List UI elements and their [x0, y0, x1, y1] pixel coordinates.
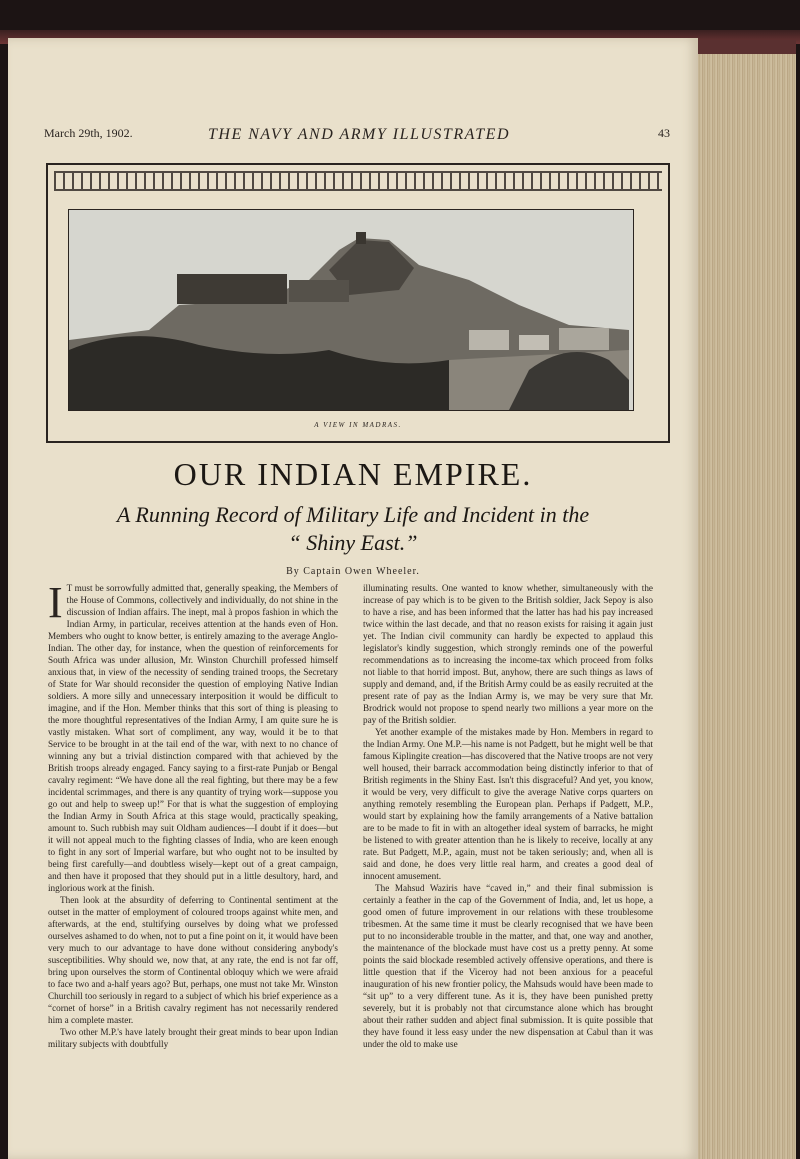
paragraph: Then look at the absurdity of deferring to Continental sentiment at the outset in the matter of employment of coloured troops against white men, and afterwards, at the end, stultifying ourselves by doing what we professed ourselves ashamed to do when, not to put a fine point on it, it would have been very much to our advantage to have done without considering anybody's susceptibilities. Why should we, now that, at any rate, the end is not far off, bring upon ourselves the storm of Continental obloquy which we were afraid to face two and a-half years ago? But, perhaps, one must not take Mr. Winston Churchill too seriously in regard to a subject of which his brief experience as a “cornet of horse” in a British cavalry regiment has not necessarily rendered him a complete master. — [48, 895, 338, 1025]
issue-date: March 29th, 1902. — [44, 126, 133, 140]
publication-title: THE NAVY AND ARMY ILLUSTRATED — [208, 126, 510, 143]
paragraph: Yet another example of the mistakes made by Hon. Members in regard to the Indian Army. One M.P.—his name is not Padgett, but he might well be that famous Kiplingite creation—has discovered that the Native troops are not very well housed, their barrack accommodation being distinctly inferior to that of British regiments in the Shiny East. Isn't this disgraceful? And yet, you know, it would be very, very difficult to give the average Native corps quarters on anything remotely resembling the European plan. Perhaps if Padgett, M.P., would start by explaining how the family arrangements of a Native battalion are to be made to fit in with an altogether ideal system of barracks, he might be listened to with greater attention than he is likely to receive, locally at any rate. But Padgett, M.P., again, must not be taken seriously; and, when all is said and done, he does very little real harm, and creates a good deal of innocent amusement. — [363, 727, 653, 881]
byline: By Captain Owen Wheeler. — [286, 566, 420, 577]
paragraph: Two other M.P.'s have lately brought their great minds to bear upon Indian military subjects with doubtfully — [48, 1027, 338, 1049]
subtitle-line-2: “ Shiny East.” — [288, 530, 418, 555]
paragraph: The Mahsud Waziris have “caved in,” and their final submission is certainly a feather in the cap of the Government of India, and, let us hope, a good omen of future improvement in our relations with these troublesome tribesmen. At the same time it must be clearly recognised that we have been put to no inconsiderable trouble in the matter, and that, one way and another, the maintenance of the blockade must have cost us a pretty penny. At some points the said blockade resembled actively offensive operations, and there is little question that if the Viceroy had not been anxious for a peaceful inauguration of his new frontier policy, the Mahsuds would have been made to “sit up” to a very different tune. As it is, they have been punished pretty severely, but it is probably not that circumstance alone which has brought about their rather sudden and abject final submission. It is quite possible that they have found it less easy under the new dispensation at Cabul than it was under the old to make use — [363, 883, 653, 1049]
ornamental-frieze — [54, 171, 662, 191]
paragraph-text: T must be sorrowfully admitted that, generally speaking, the Members of the House of Commons, collectively and individually, do not shine in the discussion of Indian affairs. The inept, mal à propos fashion in which the Indian Army, in particular, receives attention at the hands even of Hon. Members who ought to know better, is entirely amazing to the average Anglo-Indian. The other day, for instance, when the question of reinforcements for South Africa was under allusion, Mr. Winston Churchill professed himself anxious that, in view of the necessity of sending trained troops, the Secretary of State for War should reconsider the question of employing Native Indian soldiers. A more silly and unnecessary interposition it would be difficult to imagine, and if the Hon. Member thinks that this sort of thing is pleasing to the more thoughtful representatives of the Indian Army, I am quite sure he is vastly mistaken. What sort of compliment, any way, would it be to that Service to be brought in at the tail end of the war, with next to no chance of winning any but a trivial distinction compared with that achieved by the British troops already engaged. Fancy saying to a first-rate Punjab or Bengal cavalry regiment: “We have done all the real fighting, but there may be a few incidental scrimmages, and there is any quantity of trying work—suppose you go out and help to sweep up!” For that is what the suggestion of employing the Indian Army in South Africa at this stage would, practically speaking, amount to. Such rubbish may suit Oldham audiences—I doubt if it does—but it will not appeal much to the fighting classes of India, who are keen enough to fight in any sort of Imperial warfare, but who ought not to be insulted by being first carefully—and doubtless wisely—kept out of a great campaign, and then have it proposed that they should put in a little desultory, hard, and inglorious work at the finish. — [48, 583, 338, 893]
page-number: 43 — [658, 126, 670, 140]
illustration-caption: A VIEW IN MADRAS. — [314, 421, 402, 429]
article-title: OUR INDIAN EMPIRE. — [173, 456, 533, 492]
magazine-page — [8, 38, 698, 1159]
madras-photograph — [68, 209, 634, 411]
article-subtitle — [8, 501, 698, 557]
right-column — [363, 582, 653, 1050]
illustration-frame — [46, 163, 670, 443]
paragraph: illuminating results. One wanted to know whether, simultaneously with the increase of pay which is to be given to the British soldier, Jack Sepoy is also to have a rise, and has been informed that the latter has had his pay increased twice within the last decade, and that no reason exists for raising it again just yet. The Indian civil community can hardly be expected to applaud this legislator's kindly suggestion, which strongly reminds one of the powerful recommendations as to increasing the income-tax which proceed from folks not liable to that horrid impost. But, anyhow, there are such things as laws of supply and demand, and, if the British Army could be as easily recruited at the present rate of pay as the Indian Army is, we may be very sure that Mr. Brodrick would not propose to spend nearly two millions a year more on the pay of the British soldier. — [363, 583, 653, 725]
book-page-edges — [698, 40, 796, 1159]
paragraph — [48, 578, 338, 894]
drop-cap: I — [48, 578, 63, 627]
left-column — [48, 578, 338, 1050]
subtitle-line-1: A Running Record of Military Life and Incident in the — [116, 502, 590, 527]
